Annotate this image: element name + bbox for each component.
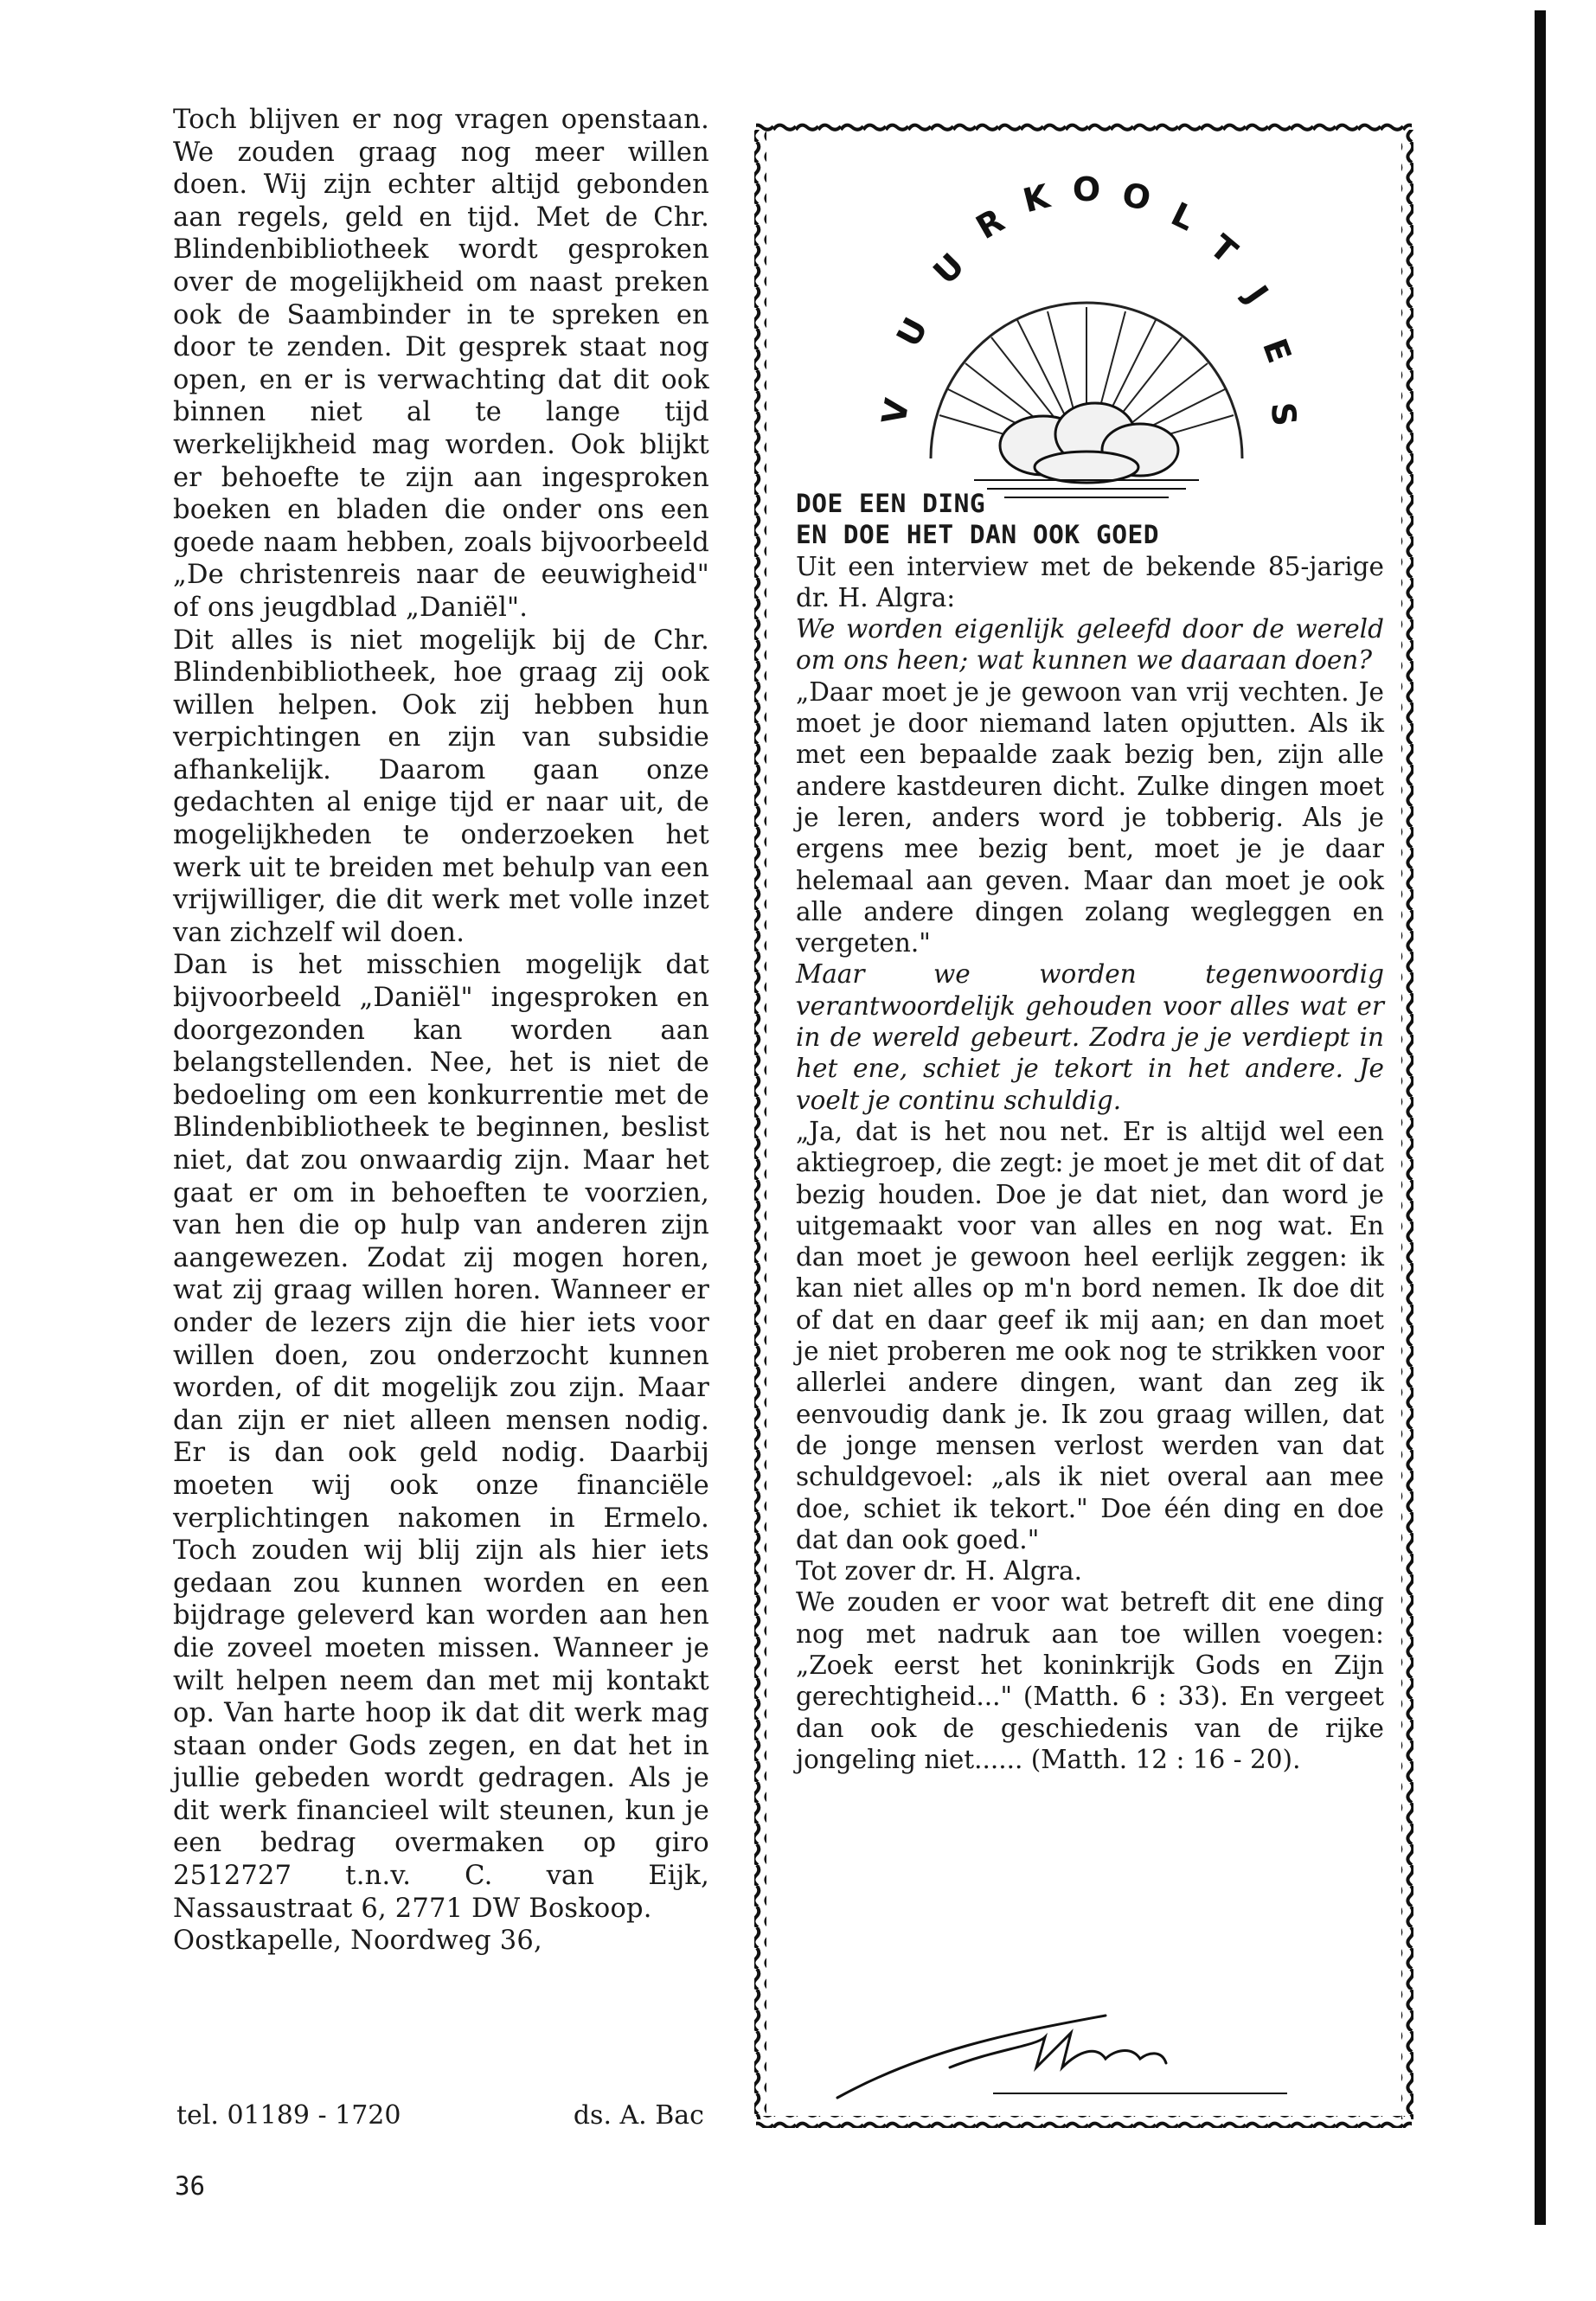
left-paragraph-1: Toch blijven er nog vragen openstaan. We zouden graag nog meer willen doen. Wij zijn echter altijd gebonden aan regels, geld en tijd. Met de Chr. Blindenbibliotheek wordt gesproken over de mogelijkheid om naast preken ook de Saambinder in te spreken en door te zenden. Dit gesprek staat nog open, en er is verwachting dat dit ook binnen niet al te lange tijd werkelijkheid mag worden. Ook blijkt er behoefte te zijn aan ingesproken boeken en bladen die onder ons een goede naam hebben, zoals bijvoorbeeld „De christenreis naar de eeuwigheid" of ons jeugdblad „Daniël".	[173, 105, 709, 623]
title-letter-o2: O	[1118, 175, 1155, 219]
question-1-text: We worden eigenlijk geleefd door de wereld om ons heen; wat kunnen we daaraan doen?	[796, 614, 1384, 676]
title-letter-t: T	[1202, 227, 1245, 272]
heading-line-2: EN DOE HET DAN OOK GOED	[796, 520, 1159, 550]
coals-icon	[1000, 403, 1178, 483]
title-letter-u2: U	[926, 246, 972, 292]
author-name: ds. A. Bac	[573, 2100, 704, 2131]
left-paragraph-2: Dit alles is niet mogelijk bij de Chr. Blindenbibliotheek, hoe graag zij ook willen helpen. Ook zij hebben hun verpichtingen en zijn van subsidie afhankelijk. Daarom gaan onze gedachten al enige tijd er naar uit, de mogelijkheden te onderzoeken het werk uit te breiden met behulp van een vrijwilliger, die dit werk met volle inzet van zichzelf wil doen.	[173, 625, 709, 948]
question-2	[796, 958, 1384, 1115]
answer-2: „Ja, dat is het nou net. Er is altijd wel een aktiegroep, die zegt: je moet je met dit of dat bezig houden. Doe je dat niet, dan word je uitgemaakt voor van alles en nog wat. En dan moet je gewoon heel eerlijk zeggen: ik kan niet alles op m'n bord nemen. Ik doe dit of dat en daar geef ik mij aan; en dan moet je niet proberen me ook nog te strikken voor allerlei andere dingen, want dan zeg ik eenvoudig dank je. Ik zou graag willen, dat de jonge mensen verlost werden van dat schuldgevoel: „als ik niet overal aan mee doe, schiet ik tekort." Doe één ding en doe dat dan ook goed."	[796, 1116, 1384, 1554]
answer-1: „Daar moet je je gewoon van vrij vechten. Je moet je door niemand laten opjutten. Als ik met een bepaalde zaak bezig ben, zijn alle andere kastdeuren dicht. Zulke dingen moet je leren, anders word je tobberig. Als je ergens mee bezig bent, moet je je daar helemaal aan geven. Maar dan moet je ook alle andere dingen zolang wegleggen en vergeten."	[796, 676, 1384, 958]
title-letter-s: S	[1263, 401, 1304, 428]
heading-line-1: DOE EEN DING	[796, 489, 986, 518]
vuurkooltjes-title-art	[836, 164, 1337, 528]
title-letter-o1: O	[1072, 170, 1101, 208]
interview-text	[796, 488, 1384, 1775]
title-letter-u1: U	[888, 311, 936, 353]
title-letter-l: L	[1165, 195, 1202, 239]
title-letter-v: V	[874, 395, 917, 428]
signature-icon	[820, 1998, 1304, 2111]
page-number: 36	[175, 2171, 205, 2201]
page-edge-bar	[1535, 10, 1546, 2225]
left-paragraph-3: Dan is het misschien mogelijk dat bijvoorbeeld „Daniël" ingesproken en doorgezonden kan worden aan belangstellenden. Nee, het is niet de bedoeling om een konkurrentie met de Blindenbibliotheek te beginnen, beslist niet, dat zou onwaardig zijn. Maar het gaat er om in behoeften te voorzien, van hen die op hulp van anderen zijn aangewezen. Zodat zij mogen horen, wat zij graag willen horen. Wanneer er onder de lezers zijn die hier iets voor willen doen, zou onderzocht kunnen worden, of dit mogelijk zou zijn. Maar dan zijn er niet alleen mensen nodig. Er is dan ook geld nodig. Daarbij moeten wij ook onze financiële verplichtingen nakomen in Ermelo. Toch zouden wij blij zijn als hier iets gedaan zou kunnen worden en een bijdrage geleverd kan worden aan hen die zoveel moeten missen. Wanneer je wilt helpen neem dan met mij kontakt op. Van harte hoop ik dat dit werk mag staan onder Gods zegen, en dat het in jullie gebeden wordt gedragen. Als je dit werk financieel wilt steunen, kun je een bedrag overmaken op giro 2512727 t.n.v. C. van Eijk, Nassaustraat 6, 2771 DW Boskoop.	[173, 950, 709, 1924]
left-column-article	[173, 104, 709, 1958]
intro: Uit een interview met de bekende 85-jarige dr. H. Algra:	[796, 551, 1384, 612]
title-letter-k: K	[1019, 176, 1054, 221]
left-paragraph-address: Oostkapelle, Noordweg 36,	[173, 1926, 542, 1957]
closing-1: Tot zover dr. H. Algra.	[796, 1556, 1082, 1586]
closing-2: We zouden er voor wat betreft dit ene ding nog met nadruk aan toe willen voegen: „Zoek eerst het koninkrijk Gods en Zijn gerechtigheid..." (Matth. 6 : 33). En vergeet dan ook de geschiedenis van de rijke jongeling niet...... (Matth. 12 : 16 - 20).	[796, 1587, 1384, 1774]
signoff-line	[176, 2100, 704, 2131]
title-letter-r: R	[969, 201, 1011, 247]
title-letter-j: J	[1237, 279, 1276, 311]
telephone: tel. 01189 - 1720	[176, 2100, 401, 2131]
vuurkooltjes-frame	[751, 121, 1417, 2130]
title-letter-e: E	[1255, 333, 1299, 369]
question-2-text: Maar we worden tegenwoordig verantwoordelijk gehouden voor alles wat er in de wereld gebeurt. Zodra je je verdiept in het ene, schiet je tekort in het andere. Je voelt je continu schuldig.	[796, 959, 1384, 1115]
question-1	[796, 613, 1384, 676]
